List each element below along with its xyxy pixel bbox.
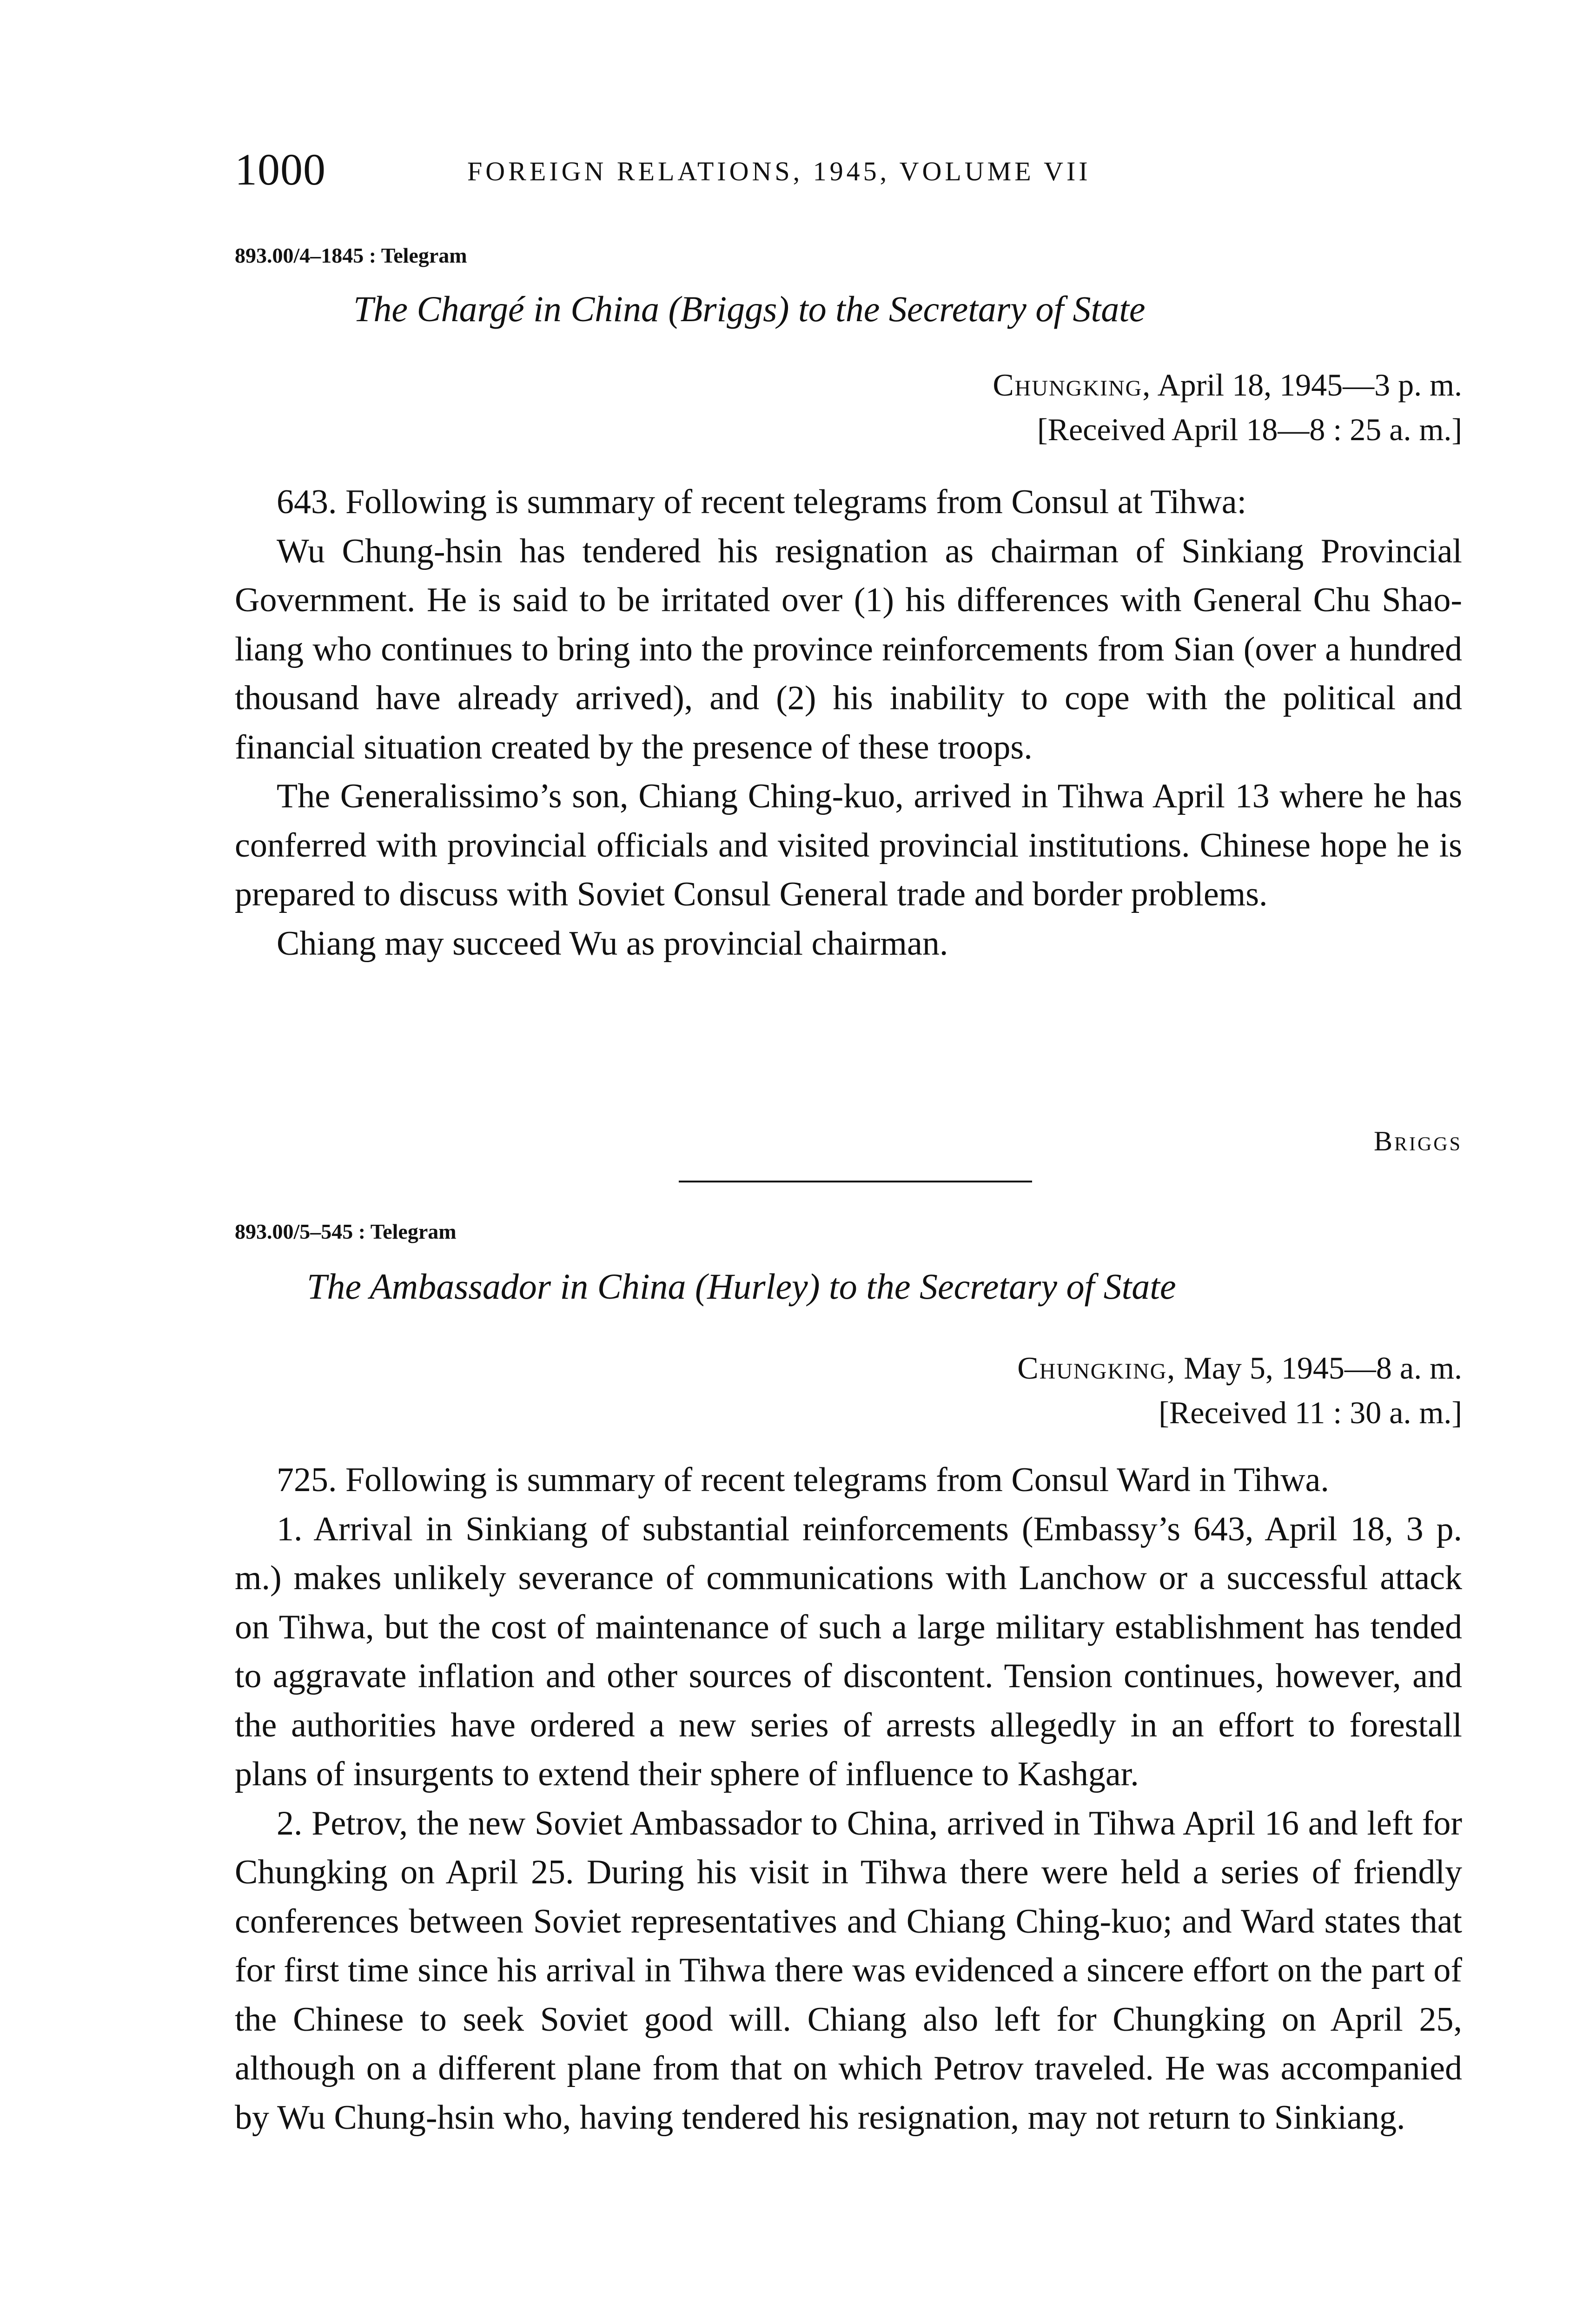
document-body [235,478,1462,968]
page-header [235,144,1490,195]
dateline-sent [1017,1346,1462,1390]
running-head: FOREIGN RELATIONS, 1945, VOLUME VII [467,156,1091,186]
paragraph: 643. Following is summary of recent telegrams from Consul at Tihwa: [277,483,1247,521]
dateline-sent-time: May 5, 1945—8 a. m. [1184,1350,1462,1386]
dateline-received: [Received 11 : 30 a. m.] [1159,1395,1462,1430]
dateline-received: [Received April 18—8 : 25 a. m.] [1037,412,1462,447]
document-body [235,1456,1462,2142]
paragraph: Wu Chung-hsin has tendered his resignation as chairman of Sinkiang Provincial Government. He is said to be irritated over (1) his differences with General Chu Shao-liang who continues to bring into the province reinforcements from Sian (over a hundred thousand have already arrived), and (2) his inability to cope with the political and financial situation created by the presence of these troops. [235,532,1462,766]
document-title: The Chargé in China (Briggs) to the Secretary of State [353,289,1146,329]
file-reference: 893.00/4–1845 : Telegram [235,244,467,267]
paragraph: Chiang may succeed Wu as provincial chairman. [277,924,948,963]
paragraph: The Generalissimo’s son, Chiang Ching-kuo, arrived in Tihwa April 13 where he has conferred with provincial officials and visited provincial institutions. Chinese hope he is prepared to discuss with Soviet Consul General trade and border problems. [235,777,1462,913]
dateline-sent-time: April 18, 1945—3 p. m. [1157,367,1462,403]
section-divider [679,1181,1032,1182]
dateline [993,363,1462,452]
paragraph: 725. Following is summary of recent telegrams from Consul Ward in Tihwa. [277,1461,1329,1499]
document-title: The Ambassador in China (Hurley) to the Secretary of State [307,1266,1176,1307]
signature: Briggs [1373,1126,1462,1156]
dateline-place: Chungking, [993,367,1152,403]
dateline [1017,1346,1462,1435]
paragraph: 1. Arrival in Sinkiang of substantial reinforcements (Embassy’s 643, April 18, 3 p. m.) makes unlikely severance of communications with Lanchow or a successful attack on Tihwa, but the cost of maintenance of such a large military establishment has tended to aggravate inflation and other sources of discontent. Tension continues, however, and the authorities have ordered a new series of arrests allegedly in an effort to forestall plans of insurgents to extend their sphere of influence to Kashgar. [235,1510,1462,1793]
file-reference: 893.00/5–545 : Telegram [235,1220,457,1243]
paragraph: 2. Petrov, the new Soviet Ambassador to China, arrived in Tihwa April 16 and left for Chungking on April 25. During his visit in Tihwa there were held a series of friendly conferences between Soviet representatives and Chiang Ching-kuo; and Ward states that for first time since his arrival in Tihwa there was evidenced a sincere effort on the part of the Chinese to seek Soviet good will. Chiang also left for Chungking on April 25, although on a different plane from that on which Petrov traveled. He was accompanied by Wu Chung-hsin who, having tendered his resignation, may not return to Sinkiang. [235,1804,1462,2137]
dateline-sent [993,363,1462,407]
dateline-place: Chungking, [1017,1350,1176,1386]
page-number: 1000 [235,145,326,194]
